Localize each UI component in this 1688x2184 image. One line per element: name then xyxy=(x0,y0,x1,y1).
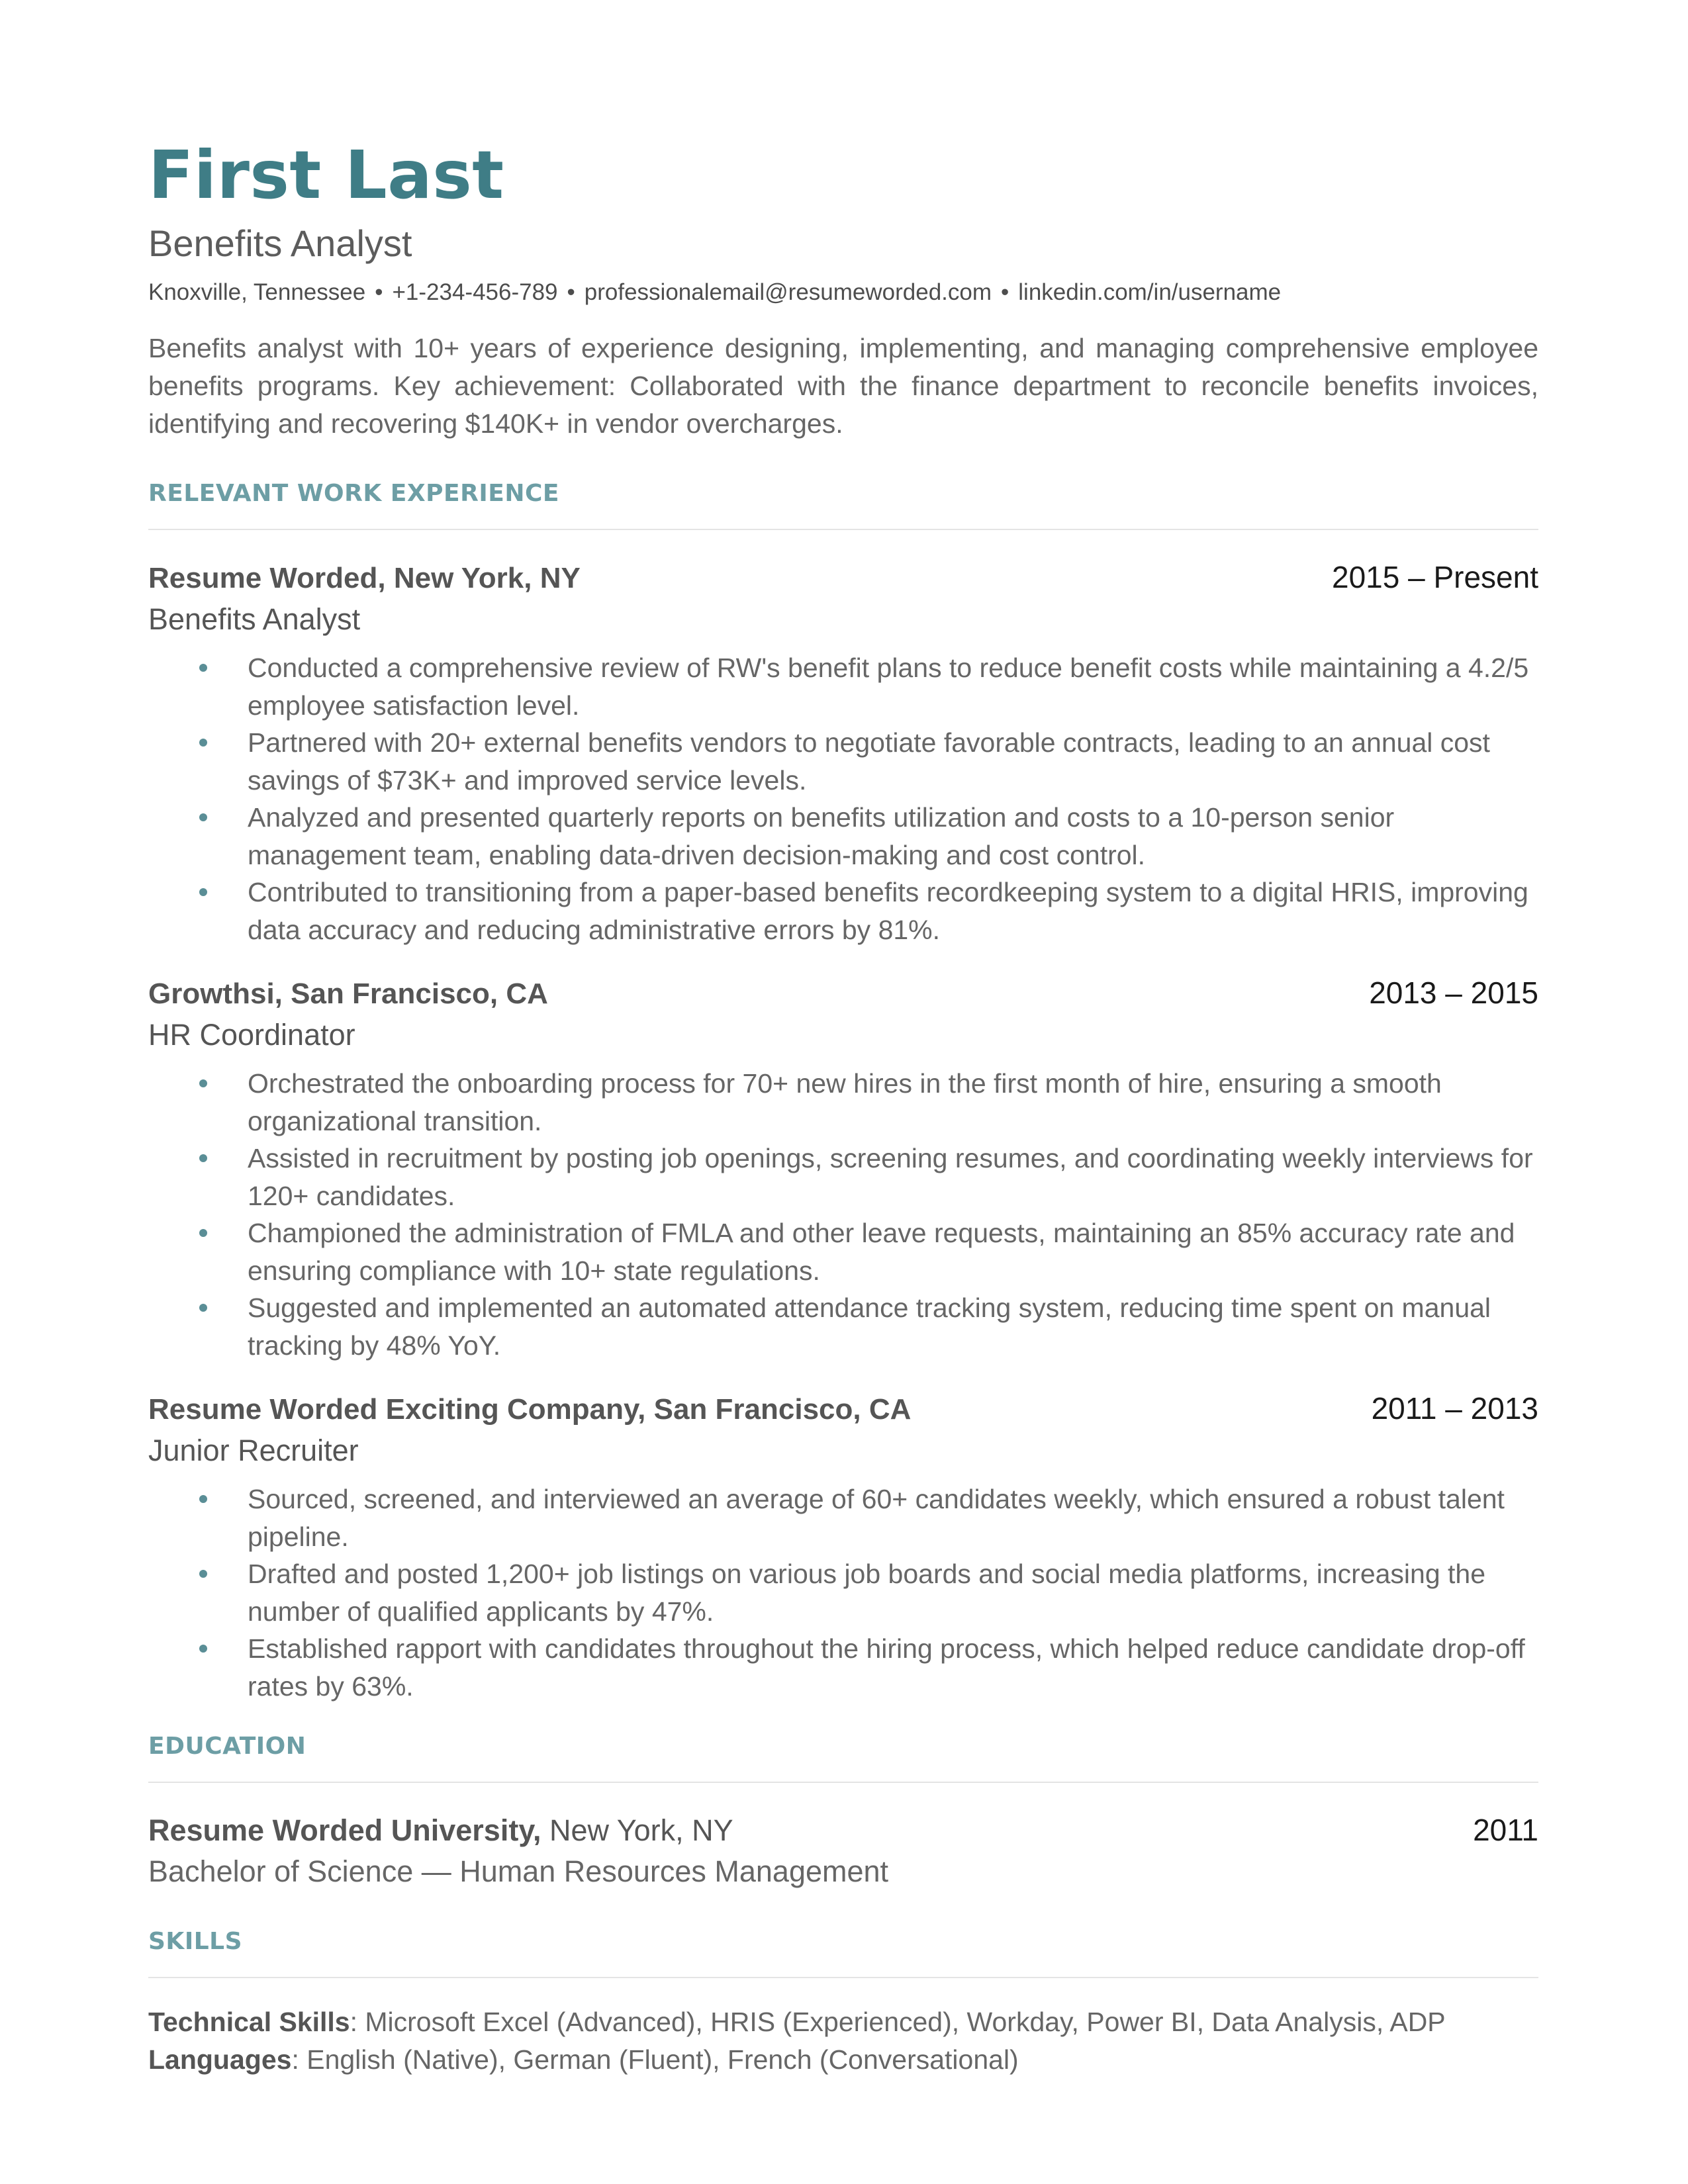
bullet-item xyxy=(148,1630,1538,1705)
candidate-name: First Last xyxy=(148,136,504,214)
bullet-item xyxy=(148,1289,1538,1364)
job-bullets xyxy=(148,1065,1538,1364)
bullet-text: Orchestrated the onboarding process for 70+ new hires in the first month of hire, ensuring a smooth organizational transition. xyxy=(248,1068,1442,1136)
bullet-item xyxy=(148,649,1538,724)
bullet-dot-icon xyxy=(199,1645,207,1653)
job-dates: 2011 – 2013 xyxy=(1371,1391,1538,1426)
bullet-dot-icon xyxy=(199,664,207,672)
summary-paragraph: Benefits analyst with 10+ years of experience designing, implementing, and managing comprehensive employee benefits programs. Key achievement: Collaborated with the finance department to reconcile benefits invoices, identifying and recovering $140K+ in vendor overcharges. xyxy=(148,333,1538,439)
education-section xyxy=(148,1730,1538,1892)
bullet-text: Championed the administration of FMLA and other leave requests, maintaining an 85% accuracy rate and ensuring compliance with 10+ state regulations. xyxy=(248,1218,1515,1286)
job-dates: 2015 – Present xyxy=(1331,560,1538,594)
bullet-dot-icon xyxy=(199,813,207,821)
bullet-item xyxy=(148,1480,1538,1555)
contact-separator: • xyxy=(1001,279,1009,305)
contact-linkedin[interactable]: linkedin.com/in/username xyxy=(1018,279,1282,305)
job-header xyxy=(148,972,1538,1015)
bullet-item xyxy=(148,1065,1538,1140)
skill-label: Languages xyxy=(148,2044,292,2075)
skill-value: : English (Native), German (Fluent), French (Conversational) xyxy=(291,2044,1019,2075)
section-title-education: EDUCATION xyxy=(148,1733,306,1760)
bullet-text: Established rapport with candidates throughout the hiring process, which helped reduce candidate drop-off rates by 63%. xyxy=(248,1633,1525,1702)
bullet-dot-icon xyxy=(199,888,207,896)
job-header xyxy=(148,557,1538,599)
education-location: New York, NY xyxy=(549,1813,733,1847)
bullet-text: Suggested and implemented an automated attendance tracking system, reducing time spent on manual tracking by 48% YoY. xyxy=(248,1293,1491,1361)
bullet-text: Sourced, screened, and interviewed an average of 60+ candidates weekly, which ensured a robust talent pipeline. xyxy=(248,1484,1505,1552)
bullet-dot-icon xyxy=(199,1079,207,1087)
contact-separator: • xyxy=(375,279,383,305)
section-title-experience: RELEVANT WORK EXPERIENCE xyxy=(148,480,559,507)
skills-list xyxy=(148,2003,1538,2079)
contact-line xyxy=(148,275,1538,310)
bullet-dot-icon xyxy=(199,1495,207,1503)
bullet-dot-icon xyxy=(199,739,207,747)
section-title-skills: SKILLS xyxy=(148,1928,243,1955)
education-school: Resume Worded University, xyxy=(148,1813,541,1847)
education-degree: Bachelor of Science — Human Resources Management xyxy=(148,1854,889,1888)
job-bullets xyxy=(148,649,1538,948)
job-entry xyxy=(148,972,1538,1364)
job-bullets xyxy=(148,1480,1538,1705)
bullet-text: Analyzed and presented quarterly reports on benefits utilization and costs to a 10-person senior management team, enabling data-driven decision-making and cost control. xyxy=(248,802,1395,870)
bullet-item xyxy=(148,1140,1538,1214)
job-role: Benefits Analyst xyxy=(148,602,361,636)
education-header xyxy=(148,1809,1538,1851)
contact-email[interactable]: professionalemail@resumeworded.com xyxy=(584,279,992,305)
skill-line-languages xyxy=(148,2041,1538,2079)
skills-section xyxy=(148,1925,1538,2079)
contact-location: Knoxville, Tennessee xyxy=(148,279,366,305)
skill-line-technical xyxy=(148,2003,1538,2041)
bullet-text: Contributed to transitioning from a paper-based benefits recordkeeping system to a digital HRIS, improving data accuracy and reducing administrative errors by 81%. xyxy=(248,877,1528,945)
education-year: 2011 xyxy=(1473,1813,1538,1847)
section-divider xyxy=(148,1782,1538,1783)
bullet-dot-icon xyxy=(199,1304,207,1312)
skill-value: : Microsoft Excel (Advanced), HRIS (Experienced), Workday, Power BI, Data Analysis, ADP xyxy=(350,2007,1446,2037)
job-dates: 2013 – 2015 xyxy=(1369,976,1538,1010)
bullet-item xyxy=(148,799,1538,874)
bullet-item xyxy=(148,1214,1538,1289)
section-divider xyxy=(148,1977,1538,1978)
job-company: Resume Worded, New York, NY xyxy=(148,562,581,594)
job-entry xyxy=(148,557,1538,948)
bullet-item xyxy=(148,724,1538,799)
job-company: Resume Worded Exciting Company, San Francisco, CA xyxy=(148,1393,912,1426)
education-entry xyxy=(148,1809,1538,1892)
job-role: HR Coordinator xyxy=(148,1018,355,1052)
bullet-item xyxy=(148,874,1538,948)
job-header xyxy=(148,1388,1538,1430)
contact-phone: +1-234-456-789 xyxy=(392,279,558,305)
bullet-dot-icon xyxy=(199,1229,207,1237)
bullet-dot-icon xyxy=(199,1570,207,1578)
experience-section xyxy=(148,477,1538,1705)
resume-page xyxy=(148,132,1538,2079)
job-entry xyxy=(148,1388,1538,1705)
bullet-text: Partnered with 20+ external benefits vendors to negotiate favorable contracts, leading to an annual cost savings of $73K+ and improved service levels. xyxy=(248,727,1490,796)
contact-separator: • xyxy=(567,279,575,305)
bullet-text: Assisted in recruitment by posting job openings, screening resumes, and coordinating weekly interviews for 120+ candidates. xyxy=(248,1143,1533,1211)
bullet-item xyxy=(148,1555,1538,1630)
bullet-dot-icon xyxy=(199,1154,207,1162)
skill-label: Technical Skills xyxy=(148,2007,350,2037)
job-role: Junior Recruiter xyxy=(148,1433,359,1467)
bullet-text: Drafted and posted 1,200+ job listings on various job boards and social media platforms, increasing the number of qualified applicants by 47%. xyxy=(248,1559,1486,1627)
education-school-line xyxy=(148,1810,733,1851)
bullet-text: Conducted a comprehensive review of RW's benefit plans to reduce benefit costs while maintaining a 4.2/5 employee satisfaction level. xyxy=(248,653,1529,721)
section-divider xyxy=(148,529,1538,530)
job-company: Growthsi, San Francisco, CA xyxy=(148,978,548,1010)
candidate-title: Benefits Analyst xyxy=(148,222,412,264)
resume-header xyxy=(148,132,1538,443)
